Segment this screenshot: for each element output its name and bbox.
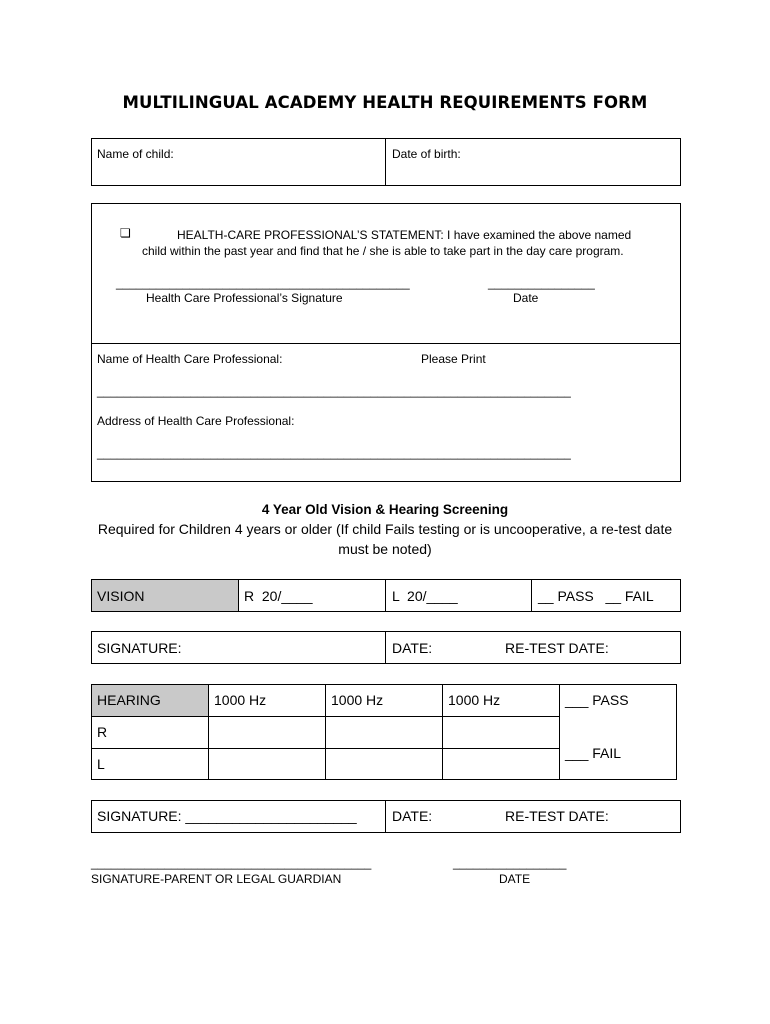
parent-signature-line[interactable]: __________________________________________ [91, 856, 372, 870]
hearing-signature-divider [385, 800, 386, 833]
vision-signature-divider [385, 631, 386, 664]
screening-subtext-line-2: must be noted) [338, 541, 432, 557]
vision-divider-1 [238, 579, 239, 612]
hearing-cell-r-1[interactable] [209, 717, 324, 747]
vision-signature-label[interactable]: SIGNATURE: [97, 640, 182, 656]
hearing-cell-l-1[interactable] [209, 749, 324, 779]
hearing-cell-l-2[interactable] [326, 749, 441, 779]
statement-line-1: HEALTH-CARE PROFESSIONAL’S STATEMENT: I have examined the above named [177, 228, 632, 242]
hearing-pass[interactable]: ___ PASS [565, 692, 629, 708]
please-print-label: Please Print [421, 352, 486, 366]
screening-heading: 4 Year Old Vision & Hearing Screening [261, 502, 509, 517]
dob-field[interactable] [386, 165, 680, 185]
hearing-cell-r-3[interactable] [443, 717, 558, 747]
hearing-retest-date-label[interactable]: RE-TEST DATE: [505, 808, 609, 824]
hearing-label: HEARING [97, 692, 161, 708]
professional-name-line[interactable]: _______________________________________________________________________ [97, 384, 571, 398]
professional-address-label: Address of Health Care Professional: [97, 414, 295, 428]
hearing-fail[interactable]: ___ FAIL [565, 745, 622, 761]
professional-signature-label: Health Care Professional’s Signature [146, 291, 343, 305]
professional-name-label: Name of Health Care Professional: [97, 352, 283, 366]
vision-right-eye-field[interactable]: R 20/____ [244, 588, 313, 604]
professional-date-label: Date [513, 291, 539, 305]
vision-divider-2 [385, 579, 386, 612]
professional-signature-line[interactable]: ____________________________________________ [116, 276, 410, 290]
hearing-row-right-label: R [97, 724, 108, 740]
hearing-date-label[interactable]: DATE: [392, 808, 433, 824]
parent-date-label: DATE [499, 872, 531, 886]
child-name-label: Name of child: [97, 147, 174, 161]
professional-divider [91, 343, 681, 344]
professional-address-line[interactable]: _______________________________________________________________________ [97, 446, 571, 460]
parent-signature-label: SIGNATURE-PARENT OR LEGAL GUARDIAN [91, 872, 342, 886]
vision-date-label[interactable]: DATE: [392, 640, 433, 656]
dob-label: Date of birth: [392, 147, 461, 161]
hearing-freq-1: 1000 Hz [214, 692, 267, 708]
hearing-row-left-label: L [97, 756, 105, 772]
statement-line-2: child within the past year and find that he / she is able to take part in the day care program. [142, 244, 624, 258]
vision-label: VISION [97, 588, 145, 604]
child-name-field[interactable] [92, 165, 384, 185]
screening-subtext-line-1: Required for Children 4 years or older (If child Fails testing or is uncooperative, a re-test date [97, 521, 673, 537]
professional-date-line[interactable]: ________________ [488, 276, 595, 290]
hearing-signature-label[interactable]: SIGNATURE: ______________________ [97, 808, 357, 824]
form-title: MULTILINGUAL ACADEMY HEALTH REQUIREMENTS FORM [122, 93, 648, 112]
vision-left-eye-field[interactable]: L 20/____ [392, 588, 458, 604]
vision-retest-date-label[interactable]: RE-TEST DATE: [505, 640, 609, 656]
parent-date-line[interactable]: _________________ [453, 856, 567, 870]
hearing-freq-3: 1000 Hz [448, 692, 501, 708]
statement-checkbox-icon[interactable]: ❏ [120, 226, 131, 240]
hearing-cell-l-3[interactable] [443, 749, 558, 779]
vision-divider-3 [531, 579, 532, 612]
vision-pass-fail[interactable]: __ PASS __ FAIL [538, 588, 654, 604]
hearing-cell-r-2[interactable] [326, 717, 441, 747]
hearing-freq-2: 1000 Hz [331, 692, 384, 708]
hearing-col-divider-4 [559, 684, 560, 780]
